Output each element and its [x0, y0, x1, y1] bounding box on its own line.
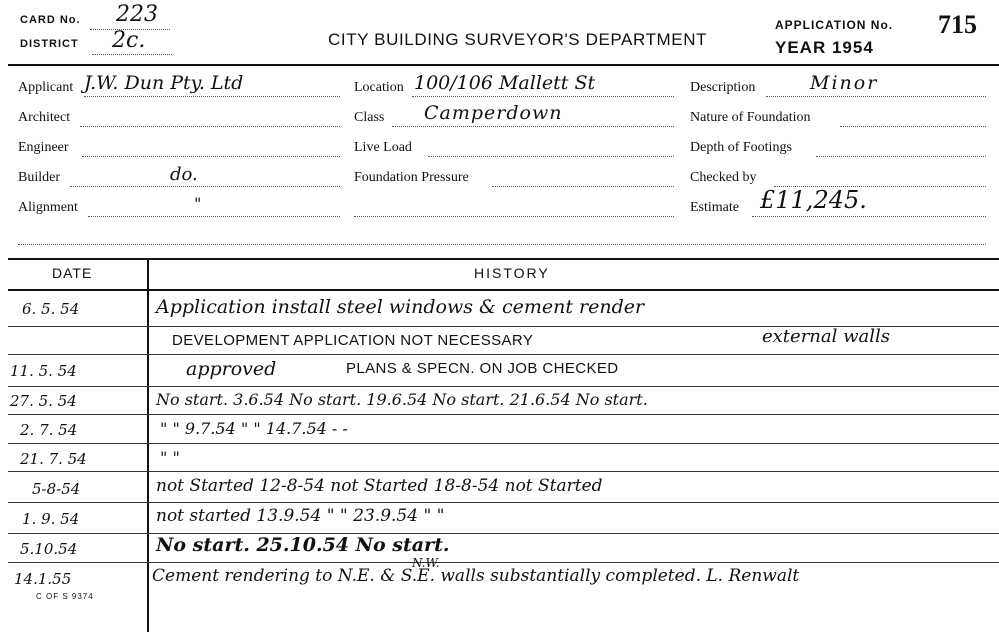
alignment-label: Alignment — [18, 200, 78, 215]
table-row-entry: " " 9.7.54 " " 14.7.54 - - — [160, 419, 348, 438]
table-row-entry: " " — [160, 448, 180, 467]
table-row-date: 5-8-54 — [32, 480, 81, 498]
estimate-label: Estimate — [690, 200, 739, 215]
row-separator — [8, 414, 999, 415]
row-separator — [8, 502, 999, 503]
table-row-entry: Cement rendering to N.E. & S.E. walls substantially completed. L. Renwalt — [152, 566, 800, 586]
table-row-date: 27. 5. 54 — [10, 392, 77, 410]
table-row-entry: approved — [186, 358, 277, 380]
application-no-label: APPLICATION No. — [775, 18, 894, 32]
applicant-value: J.W. Dun Pty. Ltd — [84, 72, 244, 94]
table-top-rule — [8, 258, 999, 260]
district-value: 2c. — [112, 28, 146, 53]
application-no-value: 715 — [938, 10, 977, 39]
row-separator — [8, 386, 999, 387]
liveload-underline — [428, 156, 674, 157]
table-row-date: 11. 5. 54 — [10, 362, 77, 380]
table-column-divider — [147, 258, 149, 632]
engineer-underline — [82, 156, 340, 157]
class-value: Camperdown — [424, 102, 563, 124]
applicant-underline — [84, 96, 340, 97]
row-separator — [8, 354, 999, 355]
table-header-rule — [8, 289, 999, 291]
class-underline — [392, 126, 674, 127]
class-label: Class — [354, 110, 385, 125]
row-separator — [8, 471, 999, 472]
table-row-entry: No start. 25.10.54 No start. — [156, 534, 450, 556]
location-value: 100/106 Mallett St — [414, 72, 596, 94]
table-row-entry: not started 13.9.54 " " 23.9.54 " " — [156, 506, 445, 526]
nature-label: Nature of Foundation — [690, 110, 811, 125]
architect-label: Architect — [18, 110, 71, 125]
blank-underline-bottom — [18, 244, 986, 245]
plans-checked-stamp: PLANS & SPECN. ON JOB CHECKED — [346, 360, 619, 377]
form-code: C OF S 9374 — [36, 592, 94, 601]
description-underline — [766, 96, 986, 97]
district-label: DISTRICT — [20, 38, 79, 50]
row-separator — [8, 562, 999, 563]
table-row-entry: Application install steel windows & cement render — [156, 296, 645, 318]
estimate-value: £11,245. — [760, 186, 867, 214]
development-stamp: DEVELOPMENT APPLICATION NOT NECESSARY — [172, 332, 534, 349]
builder-label: Builder — [18, 170, 60, 185]
pressure-underline — [492, 186, 674, 187]
table-row-date: 5.10.54 — [20, 540, 78, 558]
pressure-label: Foundation Pressure — [354, 170, 469, 185]
engineer-label: Engineer — [18, 140, 69, 155]
location-label: Location — [354, 80, 404, 95]
depth-label: Depth of Footings — [690, 140, 792, 155]
table-row-date: 6. 5. 54 — [22, 300, 80, 318]
date-column-header: DATE — [52, 265, 93, 281]
history-column-header: HISTORY — [474, 265, 550, 281]
card-no-label: CARD No. — [20, 14, 81, 26]
table-row-date: 14.1.55 — [14, 570, 72, 588]
district-underline — [92, 54, 172, 55]
description-label: Description — [690, 80, 756, 95]
card-no-value: 223 — [116, 2, 158, 27]
alignment-underline — [88, 216, 340, 217]
table-row-entry: not Started 12-8-54 not Started 18-8-54 not Started — [156, 476, 603, 496]
table-row-entry: No start. 3.6.54 No start. 19.6.54 No start. 21.6.54 No start. — [156, 390, 648, 409]
architect-underline — [80, 126, 340, 127]
table-row-date: 21. 7. 54 — [20, 450, 87, 468]
nature-underline — [840, 126, 986, 127]
table-row-date: 1. 9. 54 — [22, 510, 80, 528]
table-row-date: 2. 7. 54 — [20, 421, 78, 439]
row-separator — [8, 443, 999, 444]
depth-underline — [816, 156, 986, 157]
year-label: YEAR 1954 — [775, 38, 874, 57]
alignment-value: " — [194, 194, 202, 213]
description-value: Minor — [810, 72, 879, 94]
checked-label: Checked by — [690, 170, 757, 185]
builder-value: do. — [170, 164, 198, 185]
applicant-label: Applicant — [18, 80, 74, 95]
builder-underline — [70, 186, 340, 187]
table-row-extra: N.W. — [412, 556, 440, 570]
table-row-extra: external walls — [762, 326, 890, 347]
blank-underline-mid — [354, 216, 674, 217]
header-rule — [8, 64, 999, 66]
estimate-underline — [752, 216, 986, 217]
page-title: CITY BUILDING SURVEYOR'S DEPARTMENT — [328, 30, 708, 49]
liveload-label: Live Load — [354, 140, 412, 155]
location-underline — [412, 96, 674, 97]
